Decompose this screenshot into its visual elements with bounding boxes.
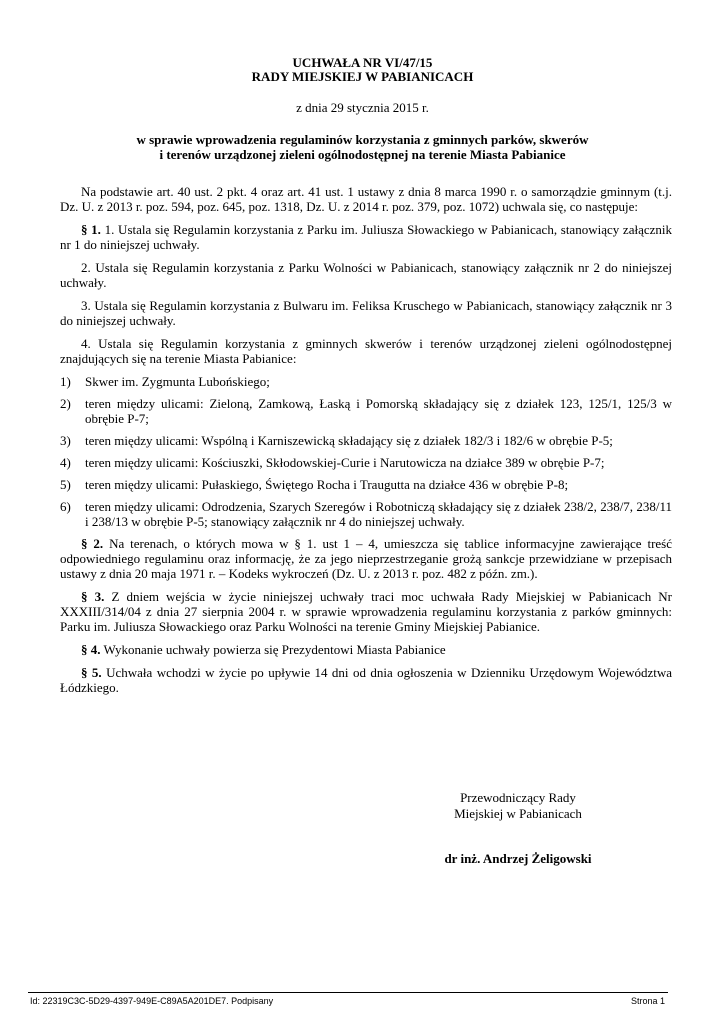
document-id: Id: 22319C3C-5D29-4397-949E-C89A5A201DE7. Podpisany [30,996,274,1006]
paragraph-1-point-3: 3. Ustala się Regulamin korzystania z Bulwaru im. Feliksa Kruschego w Pabianicach, stanowiący załącznik nr 3 do niniejszej uchwały. [60,298,672,328]
paragraph-1-label: § 1. [81,222,101,237]
paragraph-2-label: § 2. [81,536,104,551]
subject-line-1: w sprawie wprowadzenia regulaminów korzystania z gminnych parków, skwerów [136,132,589,147]
paragraph-5-text: Uchwała wchodzi w życie po upływie 14 dni od dnia ogłoszenia w Dzienniku Urzędowym Województwa Łódzkiego. [60,665,673,695]
list-item [60,433,672,448]
signature-role-line-2: Miejskiej w Pabianicach [454,806,582,821]
list-item-text: teren między ulicami: Odrodzenia, Szarych Szeregów i Robotniczą składający się z działek 238/2, 238/7, 238/11 i 238/13 w obrębie P-5; stanowiący załącznik nr 4 do niniejszej uchwały. [85,499,672,529]
list-item [60,477,672,492]
resolution-number: UCHWAŁA NR VI/47/15 [292,55,433,70]
resolution-body [60,184,672,703]
list-item-number: 4) [60,455,71,470]
preamble: Na podstawie art. 40 ust. 2 pkt. 4 oraz art. 41 ust. 1 ustawy z dnia 8 marca 1990 r. o samorządzie gminnym (t.j. Dz. U. z 2013 r. poz. 594, poz. 645, poz. 1318, Dz. U. z 2014 r. poz. 379, poz. 1072) uchwala się, co następuje: [60,184,672,214]
paragraph-3-label: § 3. [81,589,105,604]
list-item [60,396,672,426]
resolution-date: z dnia 29 stycznia 2015 r. [296,100,429,115]
paragraph-1-point-4: 4. Ustala się Regulamin korzystania z gminnych skwerów i terenów urządzonej zieleni ogólnodostępnej znajdujących się na terenie Miasta Pabianice: [60,336,672,366]
paragraph-1-text: 1. Ustala się Regulamin korzystania z Parku im. Juliusza Słowackiego w Pabianicach, stanowiący załącznik nr 1 do niniejszej uchwały. [60,222,672,252]
subject-line-2: i terenów urządzonej zieleni ogólnodostępnej na terenie Miasta Pabianice [159,147,566,162]
council-name: RADY MIEJSKIEJ W PABIANICACH [251,69,474,84]
list-item-number: 3) [60,433,71,448]
list-item [60,374,672,389]
list-item-number: 6) [60,499,71,514]
list-item-text: teren między ulicami: Kościuszki, Skłodowskiej-Curie i Narutowicza na działce 389 w obrębie P-7; [85,455,605,470]
signature-role-line-1: Przewodniczący Rady [460,790,576,805]
list-item-text: teren między ulicami: Zieloną, Zamkową, Łaską i Pomorską składający się z działek 123, 125/1, 125/3 w obrębie P-7; [85,396,672,426]
list-item-text: teren między ulicami: Pułaskiego, Świętego Rocha i Traugutta na działce 436 w obrębie P-8; [85,477,569,492]
list-item-number: 5) [60,477,71,492]
paragraph-3-text: Z dniem wejścia w życie niniejszej uchwały traci moc uchwała Rady Miejskiej w Pabianicach Nr XXXIII/314/04 z dnia 27 sierpnia 2004 r. w sprawie wprowadzenia regulaminu korzystania z parków gminnych: Parku im. Juliusza Słowackiego oraz Parku Wolności na terenie Gminy Miejskiej Pabianice. [60,589,673,634]
paragraph-3 [60,589,672,634]
paragraph-5-label: § 5. [81,665,102,680]
signatory-name: dr inż. Andrzej Żeligowski [444,851,592,866]
list-item-text: teren między ulicami: Wspólną i Karniszewicką składający się z działek 182/3 i 182/6 w obrębie P-5; [85,433,613,448]
list-item-number: 1) [60,374,71,389]
paragraph-5 [60,665,672,695]
list-item-number: 2) [60,396,71,411]
footer-divider [28,992,668,993]
list-item [60,455,672,470]
paragraph-1-point-2: 2. Ustala się Regulamin korzystania z Parku Wolności w Pabianicach, stanowiący załącznik nr 2 do niniejszej uchwały. [60,260,672,290]
paragraph-4-label: § 4. [81,642,101,657]
paragraph-2-text: Na terenach, o których mowa w § 1. ust 1 – 4, umieszcza się tablice informacyjne zawierające treść odpowiedniego regulaminu oraz informację, że za jego nieprzestrzeganie grożą sankcje przewidziane w przepisach ustawy z dnia 20 maja 1971 r. – Kodeks wykroczeń (Dz. U. z 2013 r. poz. 482 z późn. zm.). [60,536,673,581]
paragraph-2 [60,536,672,581]
paragraph-4-text: Wykonanie uchwały powierza się Prezydentowi Miasta Pabianice [103,642,446,657]
paragraph-4 [60,642,672,657]
list-item [60,499,672,529]
page-number: Strona 1 [630,996,665,1006]
paragraph-1 [60,222,672,252]
list-item-text: Skwer im. Zygmunta Lubońskiego; [85,374,270,389]
